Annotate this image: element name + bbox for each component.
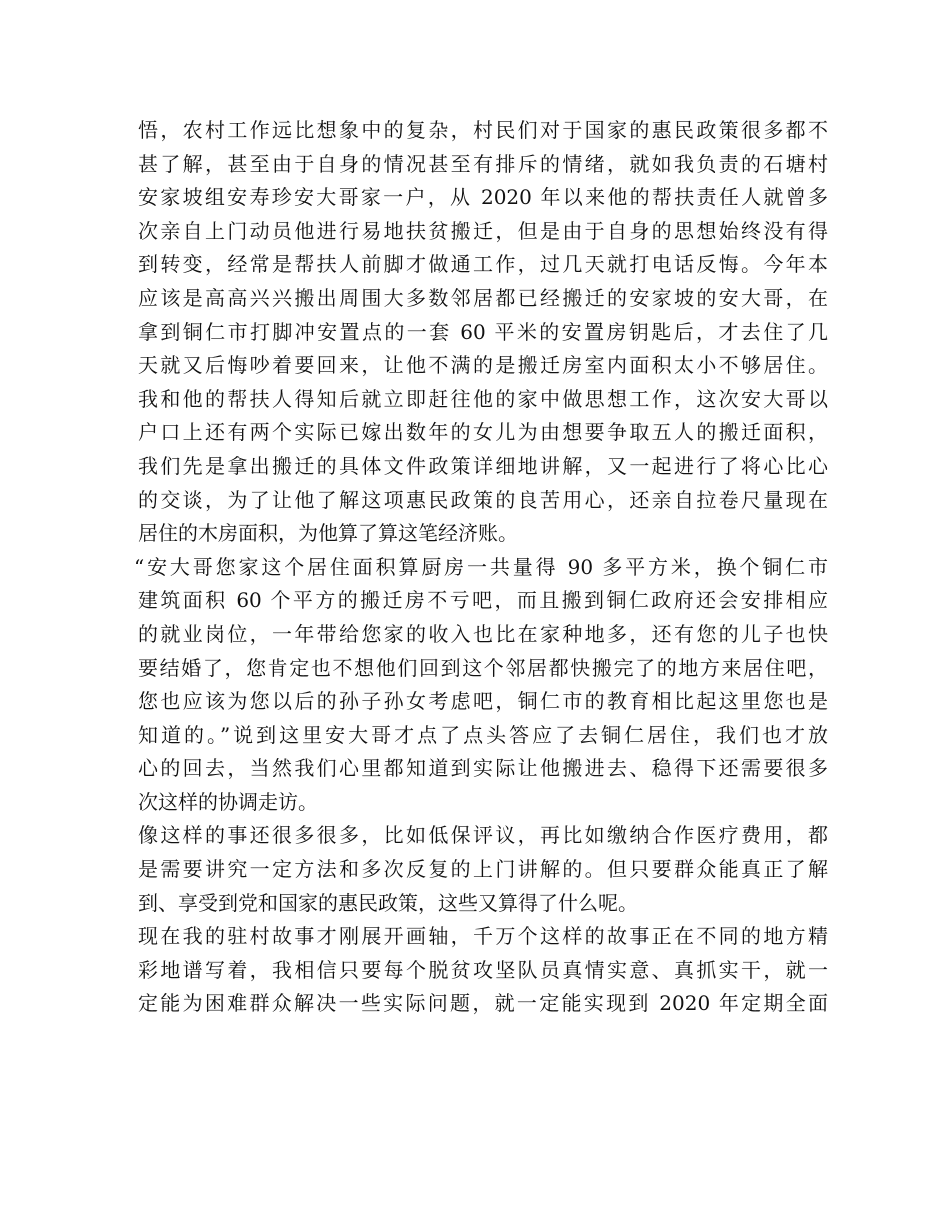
text-line: 知道的。”说到这里安大哥才点了点头答应了去铜仁居住，我们也才放 (138, 722, 828, 747)
text-line: 户口上还有两个实际已嫁出数年的女儿为由想要争取五人的搬迁面积， (138, 420, 828, 445)
text-line: 我们先是拿出搬迁的具体文件政策详细地讲解，又一起进行了将心比心 (138, 453, 828, 478)
text-line: 您也应该为您以后的孙子孙女考虑吧，铜仁市的教育相比起这里您也是 (138, 689, 828, 714)
text-line: 到、享受到党和国家的惠民政策，这些又算得了什么呢。 (138, 890, 638, 915)
text-line: 的就业岗位，一年带给您家的收入也比在家种地多，还有您的儿子也快 (138, 621, 828, 646)
text-line: 定能为困难群众解决一些实际问题，就一定能实现到 2020 年定期全面 (138, 991, 828, 1016)
text-line: 悟，农村工作远比想象中的复杂，村民们对于国家的惠民政策很多都不 (138, 118, 828, 142)
text-line: 拿到铜仁市打脚冲安置点的一套 60 平米的安置房钥匙后，才去住了几 (138, 319, 828, 344)
text-line: 是需要讲究一定方法和多次反复的上门讲解的。但只要群众能真正了解 (138, 857, 828, 882)
text-line: 安家坡组安寿珍安大哥家一户，从 2020 年以来他的帮扶责任人就曾多 (138, 185, 828, 210)
body-text (134, 114, 828, 1021)
text-line: 心的回去，当然我们心里都知道到实际让他搬进去、稳得下还需要很多 (138, 756, 828, 781)
text-line: 像这样的事还很多很多，比如低保评议，再比如缴纳合作医疗费用，都 (138, 823, 828, 848)
text-line: 次这样的协调走访。 (138, 789, 318, 814)
text-line: 次亲自上门动员他进行易地扶贫搬迁，但是由于自身的思想始终没有得 (138, 218, 828, 243)
text-line: 的交谈，为了让他了解这项惠民政策的良苦用心，还亲自拉卷尺量现在 (138, 487, 828, 512)
text-line: 要结婚了，您肯定也不想他们回到这个邻居都快搬完了的地方来居住吧， (138, 655, 828, 680)
text-line: 现在我的驻村故事才刚展开画轴，千万个这样的故事正在不同的地方精 (138, 924, 828, 949)
text-line: 应该是高高兴兴搬出周围大多数邻居都已经搬迁的安家坡的安大哥，在 (138, 285, 828, 310)
text-line: 彩地谱写着，我相信只要每个脱贫攻坚队员真情实意、真抓实干，就一 (138, 957, 828, 982)
text-line: “安大哥您家这个居住面积算厨房一共量得 90 多平方米，换个铜仁市 (134, 554, 828, 579)
text-line: 建筑面积 60 个平方的搬迁房不亏吧，而且搬到铜仁政府还会安排相应 (138, 588, 828, 613)
text-line: 天就又后悔吵着要回来，让他不满的是搬迁房室内面积太小不够居住。 (138, 353, 828, 378)
text-line: 甚了解，甚至由于自身的情况甚至有排斥的情绪，就如我负责的石塘村 (138, 151, 828, 176)
text-line: 居住的木房面积，为他算了算这笔经济账。 (138, 521, 518, 546)
text-line: 我和他的帮扶人得知后就立即赶往他的家中做思想工作，这次安大哥以 (138, 386, 828, 411)
text-line: 到转变，经常是帮扶人前脚才做通工作，过几天就打电话反悔。今年本 (138, 252, 828, 277)
